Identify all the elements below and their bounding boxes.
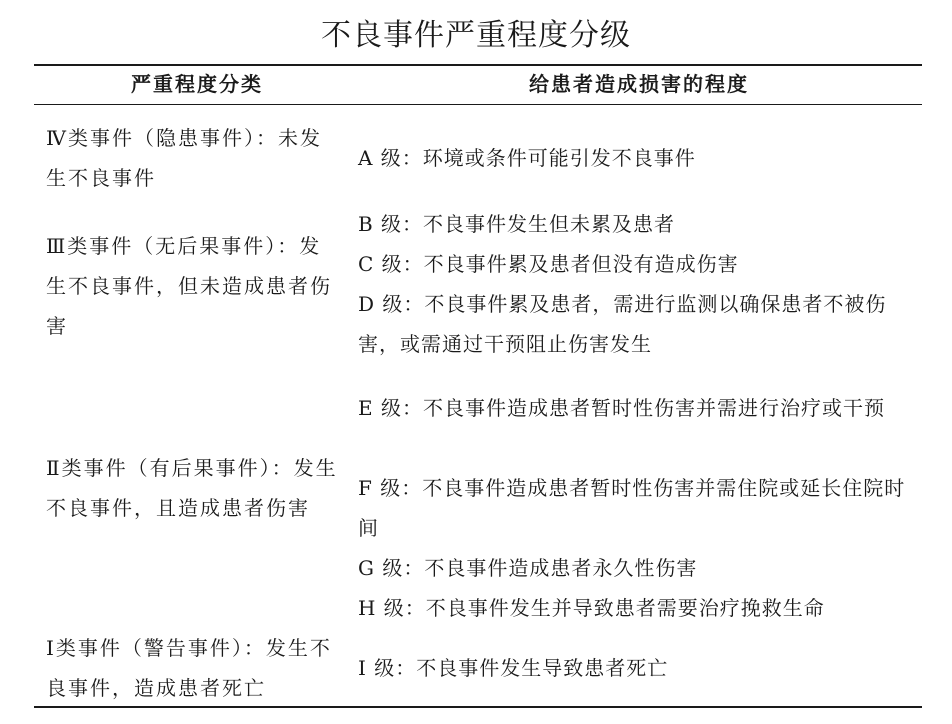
level-c: C 级：不良事件累及患者但没有造成伤害	[358, 252, 739, 276]
top-rule	[34, 64, 922, 66]
level-h: H 级：不良事件发生并导致患者需要治疗挽救生命	[358, 596, 825, 620]
category-iv: Ⅳ类事件（隐患事件）：未发生不良事件	[46, 126, 322, 190]
header-category: 严重程度分类	[131, 72, 263, 96]
level-g: G 级：不良事件造成患者永久性伤害	[358, 556, 698, 580]
bottom-rule	[34, 706, 922, 708]
level-b: B 级：不良事件发生但未累及患者	[358, 212, 676, 236]
header-rule	[34, 104, 922, 105]
level-i: I 级：不良事件发生导致患者死亡	[358, 656, 669, 680]
table-title: 不良事件严重程度分级	[321, 18, 631, 53]
header-harm: 给患者造成损害的程度	[529, 72, 749, 96]
level-f: F 级：不良事件造成患者暂时性伤害并需住院或延长住院时间	[358, 476, 906, 540]
level-d: D 级：不良事件累及患者，需进行监测以确保患者不被伤害，或需通过干预阻止伤害发生	[358, 292, 887, 356]
category-i: Ⅰ类事件（警告事件）：发生不良事件，造成患者死亡	[46, 636, 332, 700]
level-a: A 级：环境或条件可能引发不良事件	[358, 146, 696, 170]
level-e: E 级：不良事件造成患者暂时性伤害并需进行治疗或干预	[358, 396, 885, 420]
category-iii: Ⅲ类事件（无后果事件）：发生不良事件，但未造成患者伤害	[46, 234, 332, 338]
category-ii: Ⅱ类事件（有后果事件）：发生不良事件，且造成患者伤害	[46, 456, 338, 520]
